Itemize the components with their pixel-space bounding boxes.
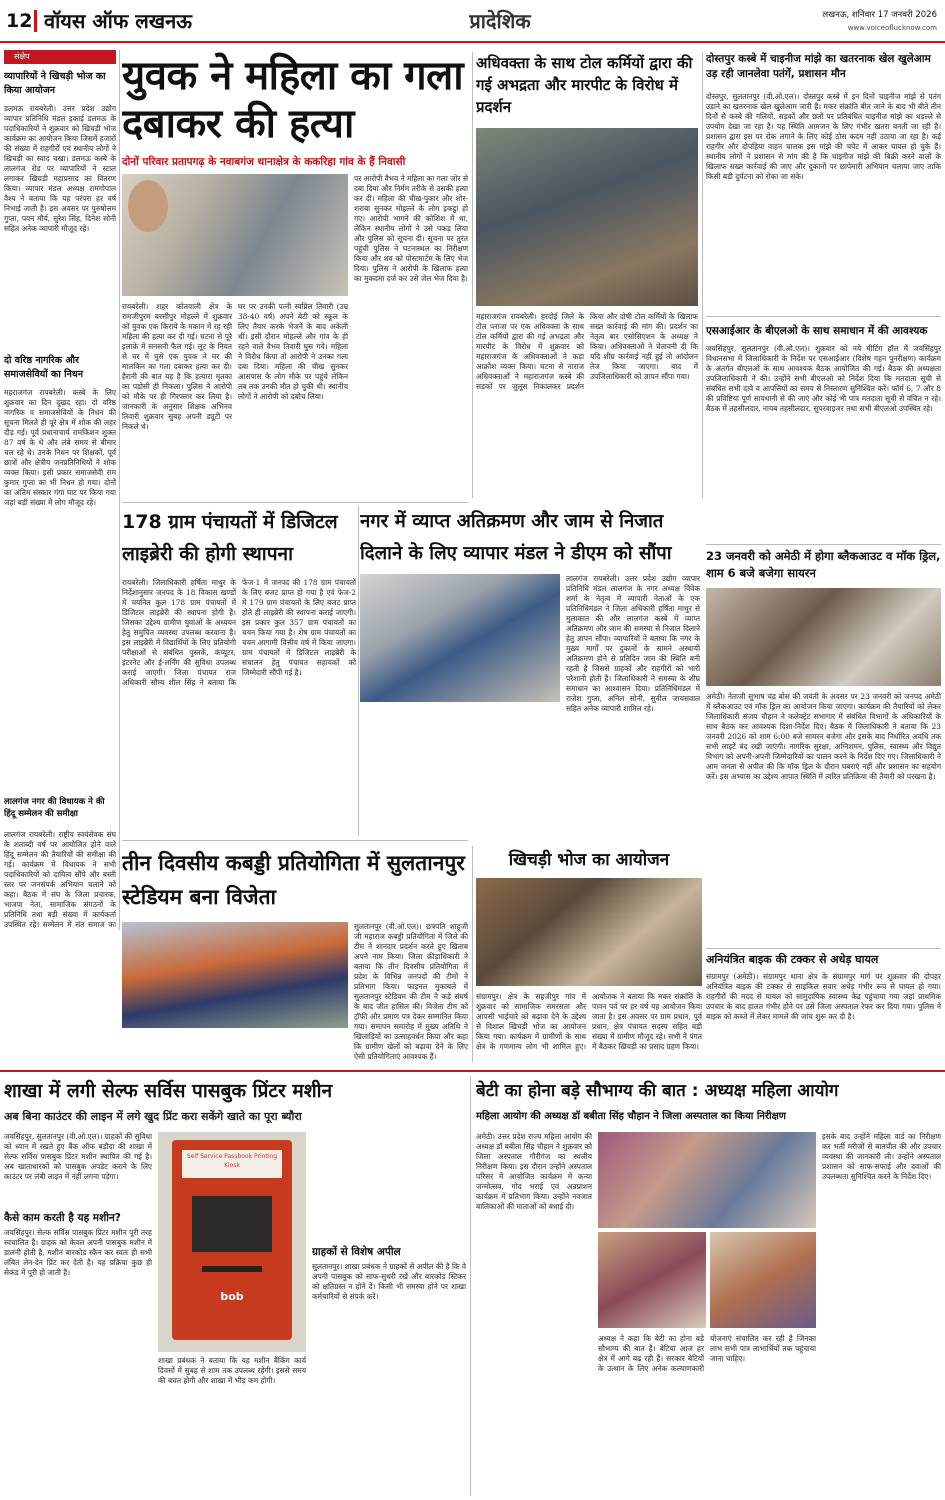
protest-headline: अधिवक्ता के साथ टोल कर्मियों द्वारा की गई अभद्रता और मारपीट के विरोध में प्रदर्शन	[476, 54, 693, 116]
kiosk-body	[172, 1140, 292, 1340]
masthead-rule	[0, 41, 945, 43]
section-rule	[122, 502, 468, 503]
bank-logo: bob	[220, 1290, 244, 1303]
library-story	[122, 506, 356, 836]
bottom-rule	[0, 1070, 945, 1072]
protest-story	[476, 52, 698, 498]
column-rule	[470, 1076, 471, 1496]
sir-body: जयसिंहपुर, सुलतानपुर (वी.ओ.एल)। शुक्रवार को नये मीटिंग हॉल में जयसिंहपुर विधानसभा में जिलाधिकारी के निर्देश पर एसआईआर (विशेष गहन पुनरीक्षण) कार्यक्रम के अंतर्गत बीएलओ के साथ आवश्यक बैठक आयोजित की गई। बैठक की अध्यक्षता उपजिलाधिकारी ने की। उन्होंने सभी बीएलओ को निर्देश दिया कि मतदाता सूची से संबंधित सभी दावे व आपत्तियों का समय से निस्तारण सुनिश्चित करें। फॉर्म 6, 7 और 8 की प्रविष्टियां पूर्ण सावधानी से की जाएं और कोई भी पात्र मतदाता सूची से वंचित न रहे। बैठक में तहसीलदार, नायब तहसीलदार, सुपरवाइजर तथा सभी बीएलओ उपस्थित रहे।	[706, 344, 941, 413]
passbook-headline: शाखा में लगी सेल्फ सर्विस पासबुक प्रिंटर मशीन	[4, 1080, 333, 1102]
khichdi-body: संग्रामपुर। क्षेत्र के सहजीपुर गांव में शुक्रवार को सामाजिक समरसता और आपसी भाईचारे को बढ़ावा देने के उद्देश्य से विशाल खिचड़ी भोज का आयोजन किया गया। कार्यक्रम में ग्रामीणों के साथ क्षेत्र के गणमान्य लोग भी शामिल हुए। आयोजक ने बताया कि मकर संक्रांति के पावन पर्व पर हर वर्ष यह आयोजन किया जाता है। इस अवसर पर ग्राम प्रधान, पूर्व प्रधान, क्षेत्र पंचायत सदस्य सहित बड़ी संख्या में ग्रामीण मौजूद रहे। सभी ने पंगत में बैठकर खिचड़ी का प्रसाद ग्रहण किया।	[476, 992, 702, 1051]
section-title: प्रादेशिक	[469, 9, 531, 33]
women-subhead: महिला आयोग की अध्यक्ष डॉ बबीता सिंह चौहान ने जिला अस्पताल का किया निरीक्षण	[476, 1111, 787, 1122]
lead-subhead: दोनों परिवार प्रतापगढ़ के नवाबगंज थानाक्षेत्र के ककरिहा गांव के हैं निवासी	[122, 156, 406, 168]
kabaddi-headline: तीन दिवसीय कबड्डी प्रतियोगिता में सुलतानपुर स्टेडियम बना विजेता	[122, 851, 465, 909]
sir-story	[706, 322, 941, 540]
lead-headline: युवक ने महिला का गला दबाकर की हत्या	[122, 53, 464, 147]
sidebar	[4, 50, 116, 930]
passbook-body: शाखा प्रबंधक ने बताया कि यह मशीन बैंकिंग कार्य दिवसों में सुबह से शाम तक उपलब्ध रहेगी। इससे समय की बचत होगी और शाखा में भीड़ कम होगी।	[158, 1356, 306, 1385]
women-body: अमेठी। उत्तर प्रदेश राज्य महिला आयोग की अध्यक्ष डॉ बबीता सिंह चौहान ने शुक्रवार को जिला अस्पताल गौरीगंज का स्थलीय निरीक्षण किया। इस दौरान उन्होंने अस्पताल परिसर में आयोजित कार्यक्रम में कन्या जन्मोत्सव, गोद भराई एवं अन्नप्राशन कार्यक्रम में प्रतिभाग किया। उन्होंने नवजात बालिकाओं की माताओं को बधाई दी।	[476, 1132, 592, 1211]
blackout-photo	[706, 588, 941, 686]
library-body: रायबरेली। जिलाधिकारी हर्षिता माथुर के निर्देशानुसार जनपद के 18 विकास खण्डों में चयनित कुल 178 ग्राम पंचायतों में डिजिटल लाइब्रेरी की स्थापना होगी है। जिसका उद्देश्य ग्रामीण युवाओं के अध्ययन हेतु समुचित व्यवस्था उपलब्ध करवाना है। इस लाइब्रेरी में विद्यार्थियों के लिए प्रतियोगी परीक्षाओं से संबंधित पुस्तकें, कंप्यूटर, इंटरनेट और ई-लर्निंग की सुविधा उपलब्ध कराई जाएगी। जिला पंचायत राज अधिकारी सौम्य शील सिंह ने बताया कि फेज-1 में जनपद की 178 ग्राम पंचायतों के लिए बजट प्राप्त हो गया है एवं फेज-2 में 179 ग्राम पंचायतों के लिए बजट प्राप्त होते ही लाइब्रेरी की स्थापना कराई जाएगी। इस प्रकार कुल 357 ग्राम पंचायतों का चयन किया गया है। शेष ग्राम पंचायतों का चयन आगामी वित्तीय वर्ष में किया जाएगा। ग्राम पंचायतों में डिजिटल लाइब्रेरी के संचालन हेतु पंचायत सहायकों को जिम्मेदारी सौंपी गई है।	[122, 578, 356, 687]
passbook-story	[4, 1076, 466, 1496]
lead-body: घर पर उनकी पत्नी स्वप्निल तिवारी (उम्र 38-40 वर्ष) अपने बेटी को स्कूल के लिए तैयार करके भेजने के बाद अकेली थीं। इसी दौरान मोहल्ले और गांव के ही रहने वाले वैभव तिवारी घुस गये। महिला ने विरोध किया तो आरोपी ने उनका गला दबा दिया। महिला की चीख सुनकर आसपास के लोग मौके पर पहुंचे लेकिन तब तक उनकी मौत हो चुकी थी। स्थानीय लोगों ने आरोपी को दबोच लिया।	[238, 302, 348, 401]
kite-story	[706, 52, 941, 312]
women-story	[476, 1076, 941, 1496]
blackout-headline: 23 जनवरी को अमेठी में होगा ब्लैकआउट व मॉक ड्रिल, शाम 6 बजे बजेगा सायरन	[706, 549, 941, 580]
blackout-body: अमेठी। नेताजी सुभाष चंद्र बोस की जयंती के अवसर पर 23 जनवरी को जनपद अमेठी में ब्लैकआउट एवं मॉक ड्रिल का आयोजन किया जाएगा। कार्यक्रम की तैयारियों को लेकर जिलाधिकारी संजय चौहान ने कलेक्ट्रेट सभागार में संबंधित विभागों के अधिकारियों के साथ बैठक कर आवश्यक दिशा-निर्देश दिए। बैठक में जिलाधिकारी ने बताया कि 23 जनवरी 2026 को शाम 6:00 बजे सायरन बजेगा और इसके बाद निर्धारित अवधि तक सभी लाइटें बंद रखी जाएंगी। नागरिक सुरक्षा, अग्निशमन, पुलिस, स्वास्थ्य और विद्युत विभाग को अपनी-अपनी जिम्मेदारियों का पालन करने के निर्देश दिए गए। जिलाधिकारी ने आम जनता से अपील की कि मॉक ड्रिल के दौरान घबराएं नहीं और प्रशासन का सहयोग करें। इस अभ्यास का उद्देश्य आपात स्थिति में त्वरित प्रतिक्रिया की तैयारी को परखना है।	[706, 692, 941, 781]
passbook-body: जयसिंहपुर। सेल्फ सर्विस पासबुक प्रिंटर मशीन पूरी तरह स्वचालित है। ग्राहक को केवल अपनी पासबुक मशीन में डालनी होती है, मशीन बारकोड स्कैन कर स्वतः ही सभी लंबित लेन-देन प्रिंट कर देती है। यह प्रक्रिया कुछ ही सेकंड में पूरी हो जाती है।	[4, 1228, 152, 1277]
lead-body: पर आरोपी वैभव ने महिला का गला जोर से दबा दिया और निर्मम तरीके से उसकी हत्या कर दी। महिला की चीख-पुकार और शोर-शराबा सुनकर मोहल्ले के लोग इकट्ठा हो गए। आरोपी भागने की कोशिश में था, लेकिन स्थानीय लोगों ने उसे पकड़ लिया और पुलिस को सूचना दी। सूचना पर तुरंत पहुंची पुलिस ने घटनास्थल का निरीक्षण किया और शव को पोस्टमार्टम के लिए भेज दिया। पुलिस ने आरोपी के खिलाफ हत्या का मुकदमा दर्ज कर उसे जेल भेज दिया है।	[354, 174, 468, 283]
column-rule	[472, 846, 473, 1062]
kiosk-label: Self Service Passbook Printing Kiosk	[182, 1150, 282, 1178]
women-photo-3	[710, 1232, 816, 1328]
column-rule	[702, 52, 703, 498]
sidebar-item-title: व्यापारियों ने खिचड़ी भोज का किया आयोजन	[4, 71, 106, 96]
date-line: लखनऊ, शनिवार 17 जनवरी 2026	[822, 10, 937, 20]
khichdi-headline: खिचड़ी भोज का आयोजन	[508, 850, 670, 870]
section-rule	[706, 948, 941, 949]
column-rule	[472, 52, 473, 498]
column-rule	[119, 50, 120, 930]
passbook-subhead: अब बिना काउंटर की लाइन में लगे खुद प्रिंट करा सकेंगे खाते का पूरा ब्यौरा	[4, 1110, 302, 1123]
protest-photo	[476, 128, 698, 306]
kite-headline: दोस्तपुर कस्बे में चाइनीज मांझे का खतरनाक खेल खुलेआम उड़ रही जानलेवा पतंगें, प्रशासन मौन	[706, 53, 931, 80]
kiosk-slot	[202, 1266, 262, 1272]
page-number: 12	[6, 10, 33, 32]
section-rule	[706, 316, 941, 317]
blackout-story	[706, 548, 941, 944]
masthead	[0, 0, 945, 44]
passbook-body-continued	[312, 1132, 466, 1242]
sir-headline: एसआईआर के बीएलओ के साथ समाधान में की आवश्यक	[706, 325, 928, 337]
kabaddi-story	[122, 846, 468, 1062]
traders-photo	[360, 574, 560, 702]
traders-story	[360, 506, 700, 836]
lead-story	[122, 52, 468, 498]
traders-body: लालगंज रायबरेली। उत्तर प्रदेश उद्योग व्यापार प्रतिनिधि मंडल लालगंज के नगर अध्यक्ष विवेक शर्मा के नेतृत्व में व्यापारी नेताओं के एक प्रतिनिधिमंडल ने जिला अधिकारी हर्षिता माथुर से मुलाकात की और लालगंज कस्बे में व्याप्त अतिक्रमण और जाम की समस्या से निजात दिलाने हेतु ज्ञापन सौंपा। व्यापारियों ने बताया कि नगर के मुख्य मार्गों पर दुकानों के सामने अस्थायी अतिक्रमण होने से प्रतिदिन जाम की स्थिति बनी रहती है जिससे ग्राहकों और राहगीरों को भारी परेशानी होती है। जिलाधिकारी ने समस्या के शीघ्र समाधान का आश्वासन दिया। प्रतिनिधिमंडल में राजेश गुप्ता, अनिल सोनी, सुनील जायसवाल सहित अनेक व्यापारी शामिल रहे।	[566, 574, 700, 713]
women-body: इसके बाद उन्होंने महिला वार्ड का निरीक्षण कर भर्ती मरीजों से बातचीत की और उपचार व्यवस्था की जानकारी ली। उन्होंने अस्पताल प्रशासन को साफ-सफाई और दवाओं की उपलब्धता सुनिश्चित करने के निर्देश दिए।	[822, 1132, 941, 1181]
kiosk-screen	[192, 1196, 272, 1252]
masthead-divider	[34, 10, 37, 32]
section-rule	[706, 544, 941, 545]
website[interactable]: www.voiceoflucknow.com	[847, 24, 937, 32]
library-headline: 178 ग्राम पंचायतों में डिजिटल लाइब्रेरी की होगी स्थापना	[122, 511, 338, 565]
traders-body-continued	[360, 708, 560, 836]
accident-story	[706, 952, 941, 1062]
sidebar-item-body: लालगंज रायबरेली। राष्ट्रीय स्वयंसेवक संघ के शताब्दी वर्ष पर आयोजित होने वाले हिंदू सम्मेलन की तैयारियों की समीक्षा की गई। कार्यक्रम में विधायक ने सभी पदाधिकारियों को दायित्व सौंपे और बस्ती स्तर पर जनसंपर्क अभियान चलाने को कहा। बैठक में संघ के जिला प्रचारक, भाजपा नेता, सामाजिक संगठनों के प्रतिनिधि तथा बड़ी संख्या में कार्यकर्ता उपस्थित रहे। सम्मेलन में संत समाज का	[4, 830, 116, 929]
kiosk-photo	[158, 1132, 306, 1352]
accident-body: संग्रामपुर (अमेठी)। संग्रामपुर थाना क्षेत्र के संग्रामपुर मार्ग पर शुक्रवार की दोपहर अनियंत्रित बाइक की टक्कर से साइकिल सवार अधेड़ गंभीर रूप से घायल हो गया। राहगीरों की मदद से घायल को सामुदायिक स्वास्थ्य केंद्र पहुंचाया गया जहां प्राथमिक उपचार के बाद हालत गंभीर होने पर उसे जिला अस्पताल रेफर कर दिया गया। पुलिस ने बाइक को कब्जे में लेकर मामले की जांच शुरू कर दी है।	[706, 972, 941, 1021]
protest-body: महाराजगंज रायबरेली। हरदोई जिले के टोल प्लाजा पर एक अधिवक्ता के साथ टोल कर्मियों द्वारा की गई अभद्रता और मारपीट के विरोध में शुक्रवार को महाराजगंज के अधिवक्ताओं ने कड़ा आक्रोश व्यक्त किया। घटना से नाराज अधिवक्ताओं ने महाराजगंज कस्बे की सड़कों पर जुलूस निकालकर प्रदर्शन किया और दोषी टोल कर्मियों के खिलाफ सख्त कार्रवाई की मांग की। प्रदर्शन का नेतृत्व बार एसोसिएशन के अध्यक्ष ने किया। अधिवक्ताओं ने चेतावनी दी कि यदि शीघ्र कार्रवाई नहीं हुई तो आंदोलन तेज किया जाएगा। बाद में उपजिलाधिकारी को ज्ञापन सौंपा गया।	[476, 312, 698, 391]
passbook-body: जयसिंहपुर, सुलतानपुर (वी.ओ.एल)। ग्राहकों की सुविधा को ध्यान में रखते हुए बैंक ऑफ बड़ौदा की शाखा में सेल्फ सर्विस पासबुक प्रिंटर मशीन स्थापित की गई है। अब खाताधारकों को पासबुक अपडेट कराने के लिए काउंटर पर लंबी लाइन में नहीं लगना पड़ेगा।	[4, 1132, 152, 1181]
kabaddi-photo	[122, 922, 348, 1028]
women-body: अध्यक्ष ने कहा कि बेटी का होना बड़े सौभाग्य की बात है। बेटियां आज हर क्षेत्र में आगे बढ़ रही हैं। सरकार बेटियों के उत्थान के लिए अनेक कल्याणकारी योजनाएं संचालित कर रही है जिनका लाभ सभी पात्र लाभार्थियों तक पहुंचाया जाना चाहिए।	[598, 1334, 816, 1373]
sidebar-item-body: डलमऊ रायबरेली। उत्तर प्रदेश उद्योग व्यापार प्रतिनिधि मंडल इकाई डलमऊ के पदाधिकारियों ने शुक्रवार को खिचड़ी भोज कार्यक्रम का आयोजन किया जिसमें हजारों की संख्या में राहगीरों एवं स्थानीय लोगों ने खिचड़ी का स्वाद चखा। डलमऊ कस्बे के लालगंज रोड पर व्यापारियों ने स्टाल लगाकर खिचड़ी महाप्रसाद का वितरण किया। व्यापार मंडल अध्यक्ष रामगोपाल वैश्य ने बताया कि यह परंपरा हर वर्ष निभाई जाती है। इस अवसर पर पुरुषोत्तम गुप्ता, पवन मौर्य, सुरेश सिंह, दिनेश सोनी सहित अनेक व्यापारी मौजूद रहे।	[4, 104, 116, 233]
lead-photo	[122, 174, 348, 296]
khichdi-story	[476, 846, 702, 1062]
section-rule	[122, 840, 468, 841]
victim-portrait	[128, 180, 168, 232]
kite-body: दोस्तपुर, सुलतानपुर (वी.ओ.एल)। दोस्तपुर कस्बे में इन दिनों चाइनीज मांझे से पतंग उड़ाने का खतरनाक खेल खुलेआम जारी है। मकर संक्रांति बीत जाने के बाद भी बीते तीन दिनों से कस्बे की गलियों, सड़कों और छतों पर प्रतिबंधित चाइनीज मांझे का धड़ल्ले से उपयोग देखा जा रहा है। यह स्थिति आमजन के लिए गंभीर खतरा बनती जा रही है। प्रशासन द्वारा इस पर रोक लगाने के लिए कोई ठोस कदम नहीं उठाया जा रहा है। कई राहगीर और दोपहिया वाहन चालक इस मांझे की चपेट में आकर घायल हो चुके हैं। स्थानीय लोगों ने प्रशासन से मांग की है कि चाइनीज मांझे की बिक्री करने वालों के खिलाफ सख्त कार्रवाई की जाए और दुकानों पर छापेमारी अभियान चलाया जाए ताकि किसी बड़ी दुर्घटना को रोका जा सके।	[706, 92, 941, 181]
paper-name: वॉयस ऑफ लखनऊ	[44, 9, 192, 33]
sidebar-label: संक्षेप	[4, 50, 116, 64]
sidebar-item-title: दो वरिष्ठ नागरिक और समाजसेवियों का निधन	[4, 355, 83, 380]
column-rule	[358, 506, 359, 836]
passbook-body: सुलतानपुर। शाखा प्रबंधक ने ग्राहकों से अपील की है कि वे अपनी पासबुक को साफ-सुथरी रखें और बारकोड स्टिकर को क्षतिग्रस्त न होने दें। किसी भी समस्या होने पर शाखा कर्मचारियों से संपर्क करें।	[312, 1262, 466, 1301]
kabaddi-body: सुलतानपुर (वी.ओ.एल)। छत्रपति शाहूजी जी महाराज कबड्डी प्रतियोगिता में जिले की टीम ने शानदार प्रदर्शन करते हुए खिताब अपने नाम किया। जिला क्रीड़ाधिकारी ने बताया कि तीन दिवसीय प्रतियोगिता में प्रदेश के विभिन्न जनपदों की टीमों ने प्रतिभाग किया। फाइनल मुकाबले में सुलतानपुर स्टेडियम की टीम ने कड़े संघर्ष के बाद जीत हासिल की। विजेता टीम को ट्रॉफी और प्रमाण पत्र देकर सम्मानित किया गया। समापन समारोह में मुख्य अतिथि ने खिलाड़ियों का उत्साहवर्धन किया और कहा कि ग्रामीण खेलों को बढ़ावा देने के लिए ऐसी प्रतियोगिताएं आवश्यक हैं।	[354, 922, 468, 1061]
khichdi-photo	[476, 878, 702, 986]
passbook-question: कैसे काम करती है यह मशीन?	[4, 1212, 121, 1224]
lead-body: रायबरेली। शहर कोतवाली क्षेत्र के रामजीपुरम बरसीपुर मोहल्ले में शुक्रवार को युवक एक किराये के मकान में रह रही महिला की हत्या कर दी गई। घटना से पूरे इलाके में सनसनी फैल गई। लूट के नियत से घर में घुसे एक युवक ने घर की मालकिन का गला दबाकर हत्या कर दी। हैरानी की बात यह है कि हत्यारा मृतका का पड़ोसी ही निकला। पुलिस ने आरोपी को मौके पर ही गिरफ्तार कर लिया है। जानकारी के अनुसार शिक्षक अभिनव तिवारी शुक्रवार सुबह अपनी ड्यूटी पर निकले थे।	[122, 302, 232, 431]
passbook-appeal-title: ग्राहकों से विशेष अपील	[312, 1246, 401, 1258]
accident-headline: अनियंत्रित बाइक की टक्कर से अधेड़ घायल	[706, 953, 879, 966]
women-headline: बेटी का होना बड़े सौभाग्य की बात : अध्यक्ष महिला आयोग	[476, 1081, 839, 1101]
traders-headline: नगर में व्याप्त अतिक्रमण और जाम से निजात दिलाने के लिए व्यापार मंडल ने डीएम को सौंपा	[360, 511, 672, 564]
women-photo-1	[598, 1132, 816, 1228]
sidebar-item-body: महराजगंज रायबरेली। कस्बे के लिए शुक्रवार का दिन दुखद रहा। दो वरिष्ठ नागरिक व समाजसेवियों के निधन की सूचना मिलते ही पूरे क्षेत्र में शोक की लहर दौड़ गई। पूर्व प्रधानाचार्य रामकिशन शुक्ल 87 वर्ष के थे और लंबे समय से बीमार चल रहे थे। उनके निधन पर शिक्षकों, पूर्व छात्रों और क्षेत्रीय जनप्रतिनिधियों ने शोक व्यक्त किया। इसी प्रकार समाजसेवी राम कुमार गुप्ता का भी निधन हो गया। दोनों का अंतिम संस्कार गंगा घाट पर किया गया जहां बड़ी संख्या में लोग मौजूद रहे।	[4, 388, 116, 507]
sidebar-item-title: लालगंज नगर की विधायक ने की हिंदू सम्मेलन की समीक्षा	[4, 797, 105, 819]
women-photo-2	[598, 1232, 706, 1328]
